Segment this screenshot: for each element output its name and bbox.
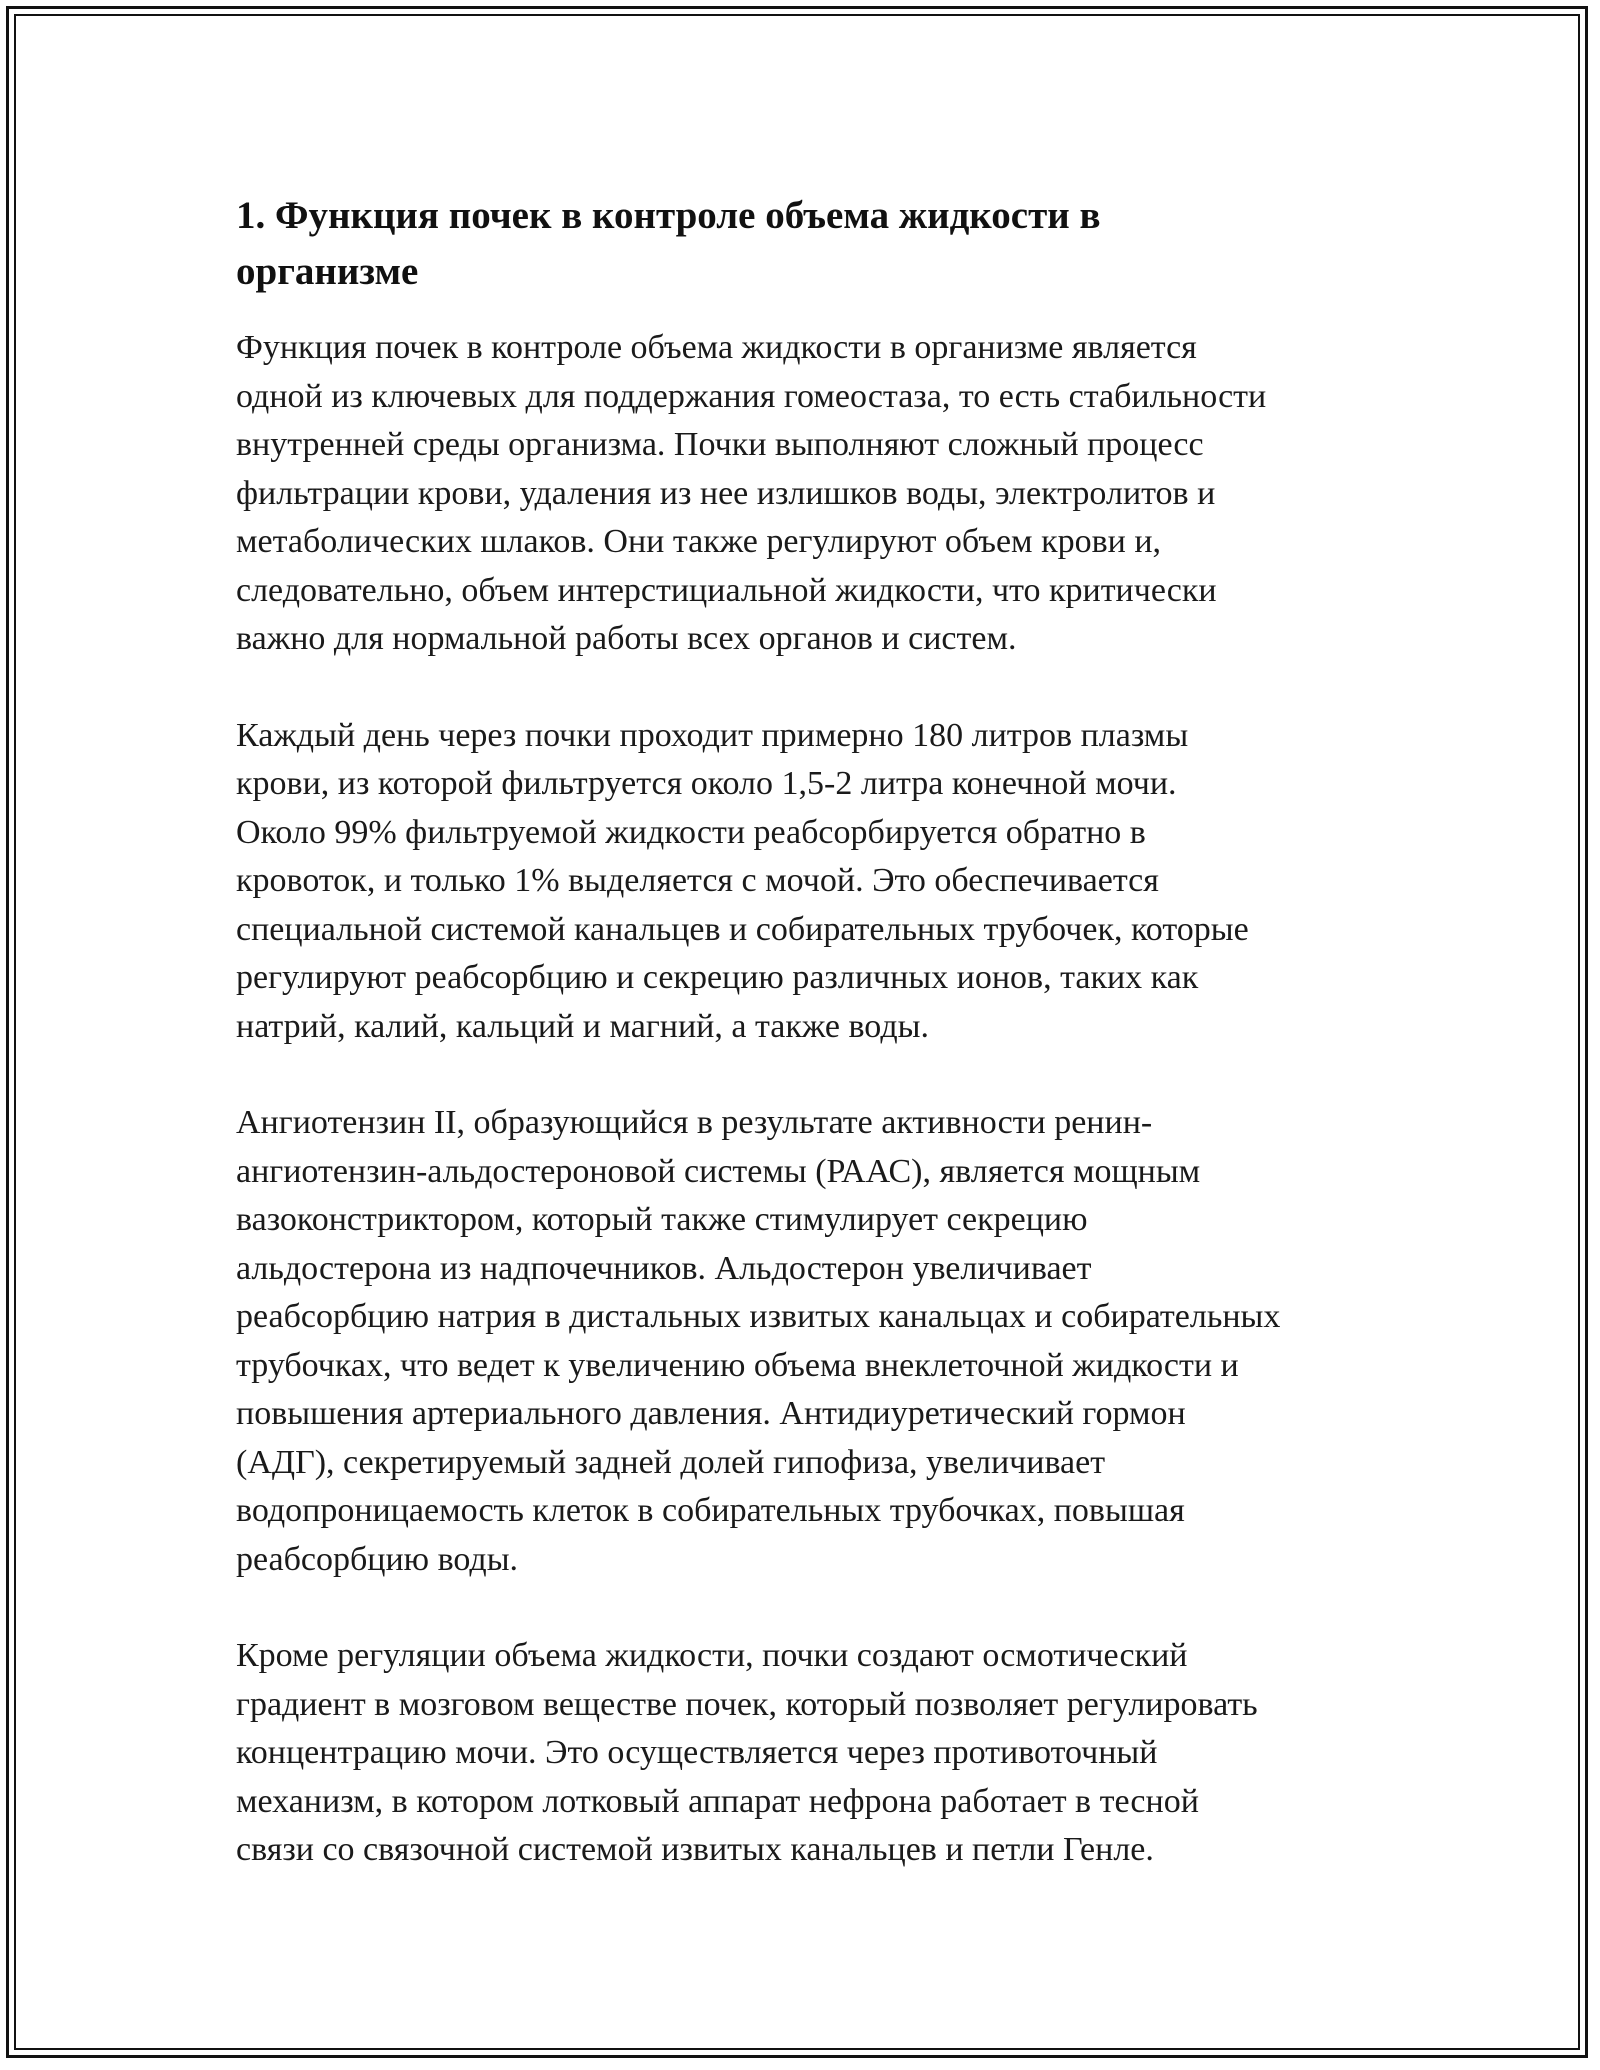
document-body (236, 188, 1386, 1923)
section-heading: 1. Функция почек в контроле объема жидкости в организме (236, 194, 1101, 293)
paragraph-3: Ангиотензин II, образующийся в результате активности ренин- ангиотензин-альдостероновой системы (РААС), является мощным вазоконстриктором, который также стимулирует секрецию альдостерона из надпочечников. Альдостерон увеличивает реабсорбцию натрия в дистальных извитых канальцах и собирательных трубочках, что ведет к увеличению объема внеклеточной жидкости и повышения артериального давления. Антидиуретический гормон (АДГ), секретируемый задней долей гипофиза, увеличивает водопроницаемость клеток в собирательных трубочках, повышая реабсорбцию воды. (236, 1104, 1281, 1578)
paragraph-1: Функция почек в контроле объема жидкости в организме является одной из ключевых для поддержания гомеостаза, то есть стабильности внутренней среды организма. Почки выполняют сложный процесс фильтрации крови, удаления из нее излишков воды, электролитов и метаболических шлаков. Они также регулируют объем крови и, следовательно, объем интерстициальной жидкости, что критически важно для нормальной работы всех органов и систем. (236, 329, 1267, 657)
paragraph-4: Кроме регуляции объема жидкости, почки создают осмотический градиент в мозговом веществе почек, который позволяет регулировать концентрацию мочи. Это осуществляется через противоточный механизм, в котором лотковый аппарат нефрона работает в тесной связи со связочной системой извитых канальцев и петли Генле. (236, 1637, 1258, 1868)
paragraph-2: Каждый день через почки проходит примерно 180 литров плазмы крови, из которой фильтруется около 1,5-2 литра конечной мочи. Около 99% фильтруемой жидкости реабсорбируется обратно в кровоток, и только 1% выделяется с мочой. Это обеспечивается специальной системой канальцев и собирательных трубочек, которые регулируют реабсорбцию и секрецию различных ионов, таких как натрий, калий, кальций и магний, а также воды. (236, 716, 1249, 1045)
